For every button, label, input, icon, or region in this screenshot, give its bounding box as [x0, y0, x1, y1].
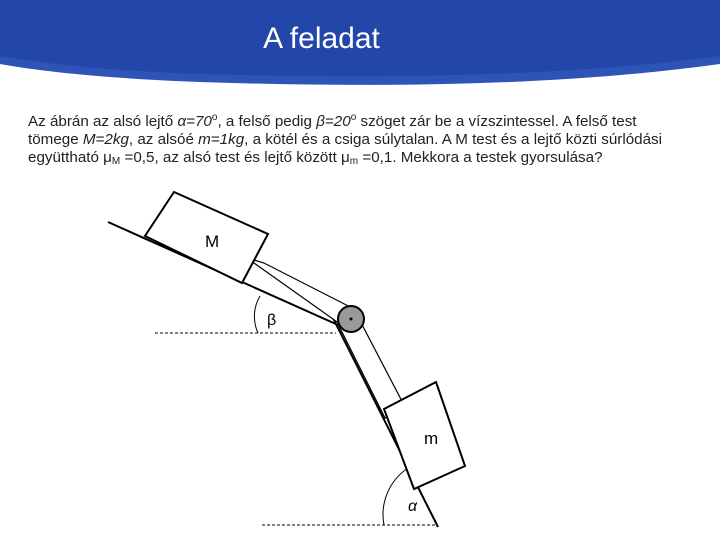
problem-text-part: =0,5, az alsó test és lejtő között [120, 149, 342, 167]
label-m: m [424, 429, 439, 448]
problem-text-part: , az alsóé [128, 131, 199, 149]
mu-subscript-m: m [349, 156, 359, 168]
label-M: M [205, 232, 220, 251]
beta-angle-arc [254, 296, 260, 333]
problem-text-part: szöget zár be a vízszintessel. A felső test tömege [28, 113, 637, 149]
problem-text-part: Az ábrán az alsó lejtő [28, 113, 178, 131]
lower-mass-value: m=1kg [198, 131, 245, 149]
upper-mass-value: M=2kg [82, 131, 129, 149]
alpha-angle-arc [383, 468, 408, 525]
label-beta: β [267, 312, 277, 329]
problem-text-part: =0,1. Mekkora a testek gyorsulása? [358, 149, 603, 167]
mu-symbol: μ [341, 149, 350, 167]
mu-subscript-M: M [111, 156, 121, 168]
alpha-value: α=70 [177, 113, 212, 131]
label-alpha: α [408, 498, 418, 515]
problem-text-part: , a kötél és a csiga súlytalan. A M test és a lejtő közti súrlódási együttható [28, 131, 663, 167]
beta-value: β=20 [316, 113, 351, 131]
mu-symbol: μ [103, 149, 112, 167]
pulley-axle [350, 318, 353, 321]
problem-text-part: , a felső pedig [217, 113, 317, 131]
degree-sign: o [211, 112, 218, 123]
slide-title: A feladat [263, 22, 380, 55]
degree-sign: o [350, 112, 357, 123]
